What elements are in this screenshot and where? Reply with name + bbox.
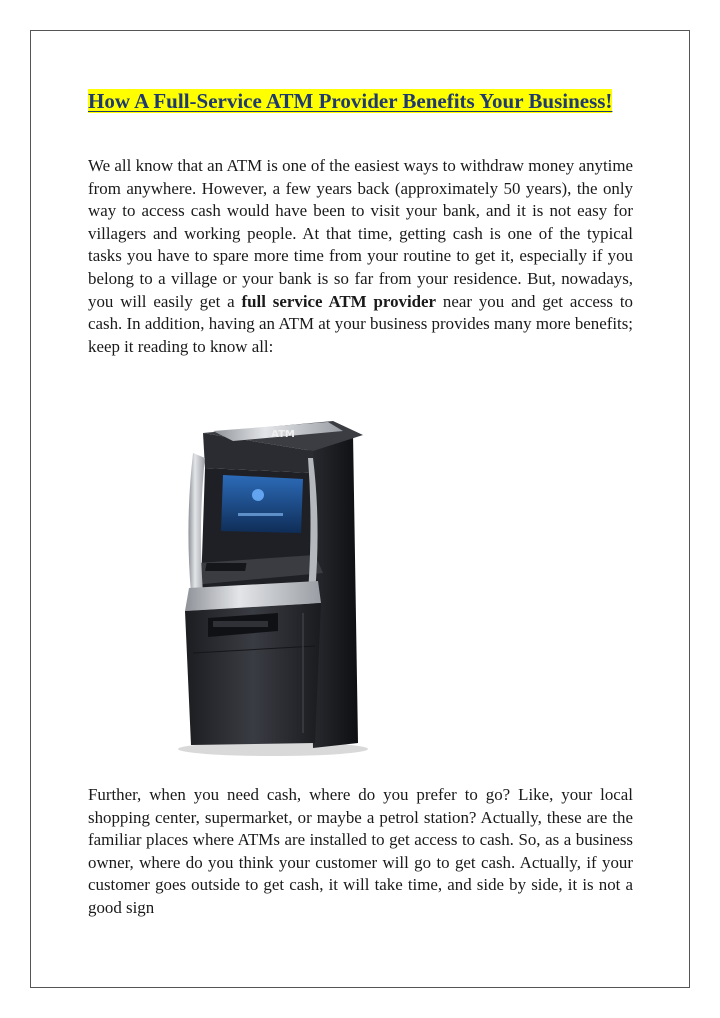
intro-paragraph <box>88 155 633 358</box>
page-title <box>88 88 633 114</box>
atm-screen-label: ATM <box>271 429 295 440</box>
atm-machine-image <box>163 413 383 758</box>
intro-text-start: We all know that an ATM is one of the easiest ways to withdraw money anytime from anywhere. However, a few years back (approximately 50 years), the only way to access cash would have been to visit your bank, and it is not easy for villagers and working people. At that time, getting cash is one of the typical tasks you have to spare more time from your routine to get it, especially if you belong to a village or your bank is so far from your residence. But, nowadays, you will easily get a <box>88 156 633 311</box>
atm-screen <box>221 475 303 533</box>
second-paragraph: Further, when you need cash, where do you prefer to go? Like, your local shopping center, supermarket, or maybe a petrol station? Actually, these are the familiar places where ATMs are installed to get access to cash. So, as a business owner, where do you think your customer will go to get cash. Actually, if your customer goes outside to get cash, it will take time, and side by side, it is not a good sign <box>88 785 633 917</box>
title-text: How A Full-Service ATM Provider Benefits Your Business! <box>88 89 613 113</box>
atm-machine-illustration <box>163 413 383 758</box>
full-service-atm-provider-link[interactable]: full service ATM provider <box>241 291 437 311</box>
document-body <box>88 88 634 917</box>
intro-text-end: near you and get access to cash. In addition, having an ATM at your business provides many more benefits; keep it reading to know all: <box>88 291 634 356</box>
